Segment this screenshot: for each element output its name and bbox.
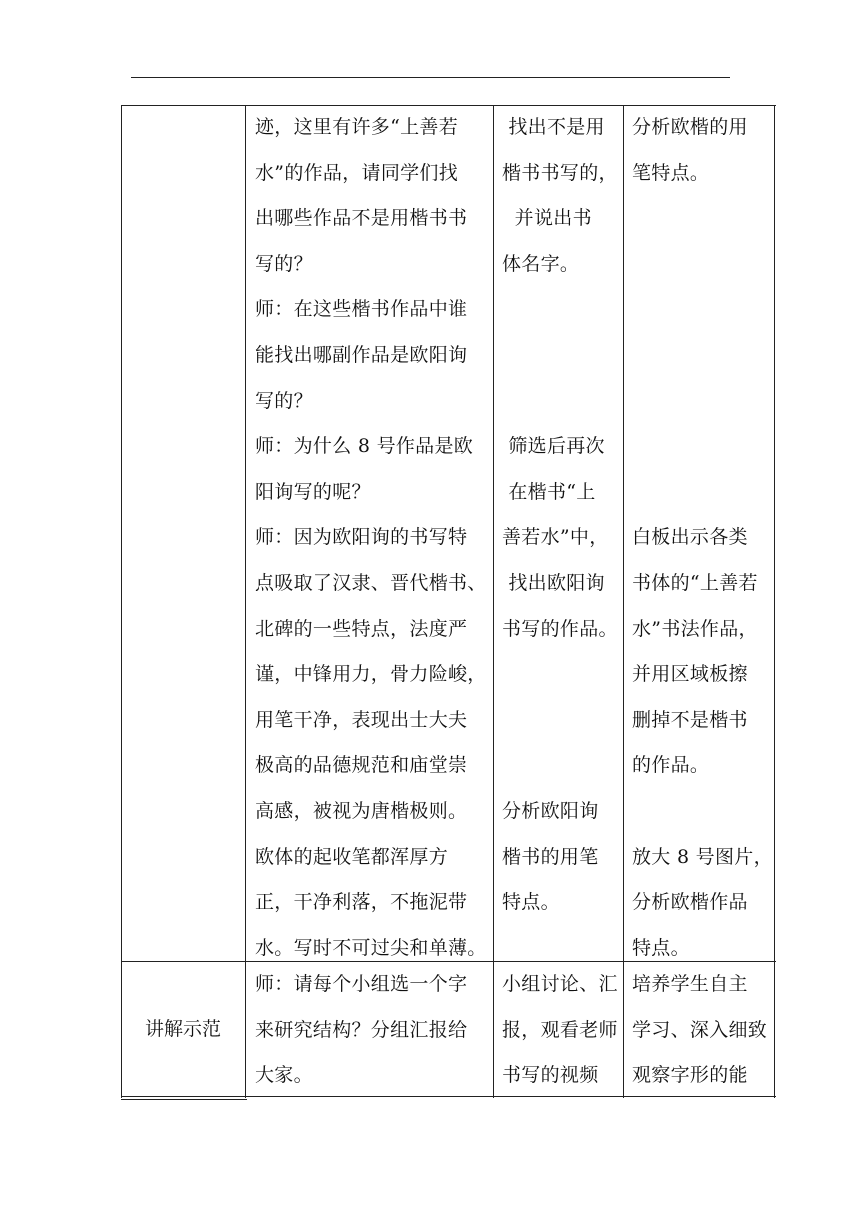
text-line: 找出欧阳询 [502, 571, 605, 594]
text-line: 楷书的用笔 [502, 845, 599, 868]
table-border-bottom-double [121, 1099, 247, 1100]
stage-label: 讲解示范 [144, 1018, 221, 1040]
teacher-activity-cell [255, 105, 485, 971]
text-line: 师：在这些楷书作品中谁 [255, 298, 468, 321]
column-divider-2 [493, 105, 494, 1098]
text-line: 特点。 [632, 936, 690, 959]
column-divider-1 [245, 105, 246, 1098]
text-line: 欧体的起收笔都浑厚方 [255, 845, 449, 868]
text-line: 分析欧楷作品 [632, 891, 748, 914]
text-line [502, 287, 616, 333]
design-intent-cell-2 [632, 962, 767, 1099]
header-rule [131, 77, 730, 78]
text-line: 水。写时不可过尖和单薄。 [255, 936, 487, 959]
column-divider-3 [623, 105, 624, 1098]
text-line: 师：请每个小组选一个字 [255, 973, 468, 995]
text-line [502, 333, 616, 379]
text-line: 培养学生自主 [632, 973, 748, 995]
table-border-left [121, 105, 122, 1098]
text-line: 师：为什么 8 号作品是欧 [255, 435, 474, 458]
text-line [502, 698, 616, 744]
text-line: 出哪些作品不是用楷书书 [255, 207, 468, 230]
text-line: 书写的视频 [502, 1064, 599, 1087]
text-line: 体名字。 [502, 252, 580, 275]
text-line: 分析欧楷的用 [632, 116, 748, 138]
text-line: 正，干净利落，不拖泥带 [255, 891, 468, 914]
text-line [632, 242, 767, 288]
text-line [632, 789, 767, 835]
text-line [632, 196, 767, 242]
text-line: 水”的作品，请同学们找 [255, 161, 459, 184]
text-line [632, 333, 767, 379]
table-border-right [774, 105, 775, 1098]
text-line [632, 424, 767, 470]
text-line: 找出不是用 [502, 116, 605, 138]
lesson-plan-table [121, 105, 776, 1098]
text-line: 师：因为欧阳询的书写特 [255, 526, 468, 549]
text-line: 书写的作品。 [502, 617, 618, 640]
text-line [632, 379, 767, 425]
text-line: 并用区域板擦 [632, 663, 748, 686]
text-line: 水”书法作品， [632, 617, 758, 640]
text-line: 特点。 [502, 891, 560, 914]
text-line: 谨，中锋用力，骨力险峻， [255, 663, 487, 686]
text-line: 分析欧阳询 [502, 799, 599, 822]
text-line: 观察字形的能 [632, 1064, 748, 1087]
text-line [502, 652, 616, 698]
text-line: 报，观看老师 [502, 1018, 618, 1041]
text-line: 笔特点。 [632, 161, 710, 184]
text-line [632, 287, 767, 333]
text-line: 极高的品德规范和庙堂崇 [255, 754, 468, 777]
text-line: 写的？ [255, 389, 313, 412]
design-intent-cell [632, 105, 773, 971]
text-line: 在楷书“上 [502, 480, 596, 503]
text-line: 学习、深入细致 [632, 1018, 768, 1041]
text-line [632, 470, 767, 516]
text-line: 楷书书写的， [502, 161, 618, 184]
text-line: 写的？ [255, 252, 313, 275]
text-line: 放大 8 号图片， [632, 845, 773, 868]
text-line: 来研究结构？分组汇报给 [255, 1018, 468, 1041]
text-line: 善若水”中， [502, 526, 609, 549]
student-activity-cell [502, 105, 616, 926]
text-line: 书体的“上善若 [632, 571, 758, 594]
text-line: 白板出示各类 [632, 526, 748, 549]
text-line: 高感，被视为唐楷极则。 [255, 799, 468, 822]
text-line: 用笔干净，表现出士大夫 [255, 708, 468, 731]
text-line: 阳询写的呢？ [255, 480, 371, 503]
teacher-activity-cell-2 [255, 962, 485, 1099]
text-line: 筛选后再次 [502, 435, 605, 458]
text-line: 小组讨论、汇 [502, 973, 618, 995]
text-line: 北碑的一些特点，法度严 [255, 617, 468, 640]
text-line [502, 743, 616, 789]
text-line: 迹，这里有许多“上善若 [255, 116, 459, 138]
text-line: 大家。 [255, 1064, 313, 1087]
text-line: 的作品。 [632, 754, 710, 777]
text-line: 能找出哪副作品是欧阳询 [255, 343, 468, 366]
text-line: 点吸取了汉隶、晋代楷书、 [255, 571, 487, 594]
student-activity-cell-2 [502, 962, 616, 1099]
text-line: 删掉不是楷书 [632, 708, 748, 731]
text-line [502, 379, 616, 425]
text-line: 并说出书 [502, 207, 592, 230]
